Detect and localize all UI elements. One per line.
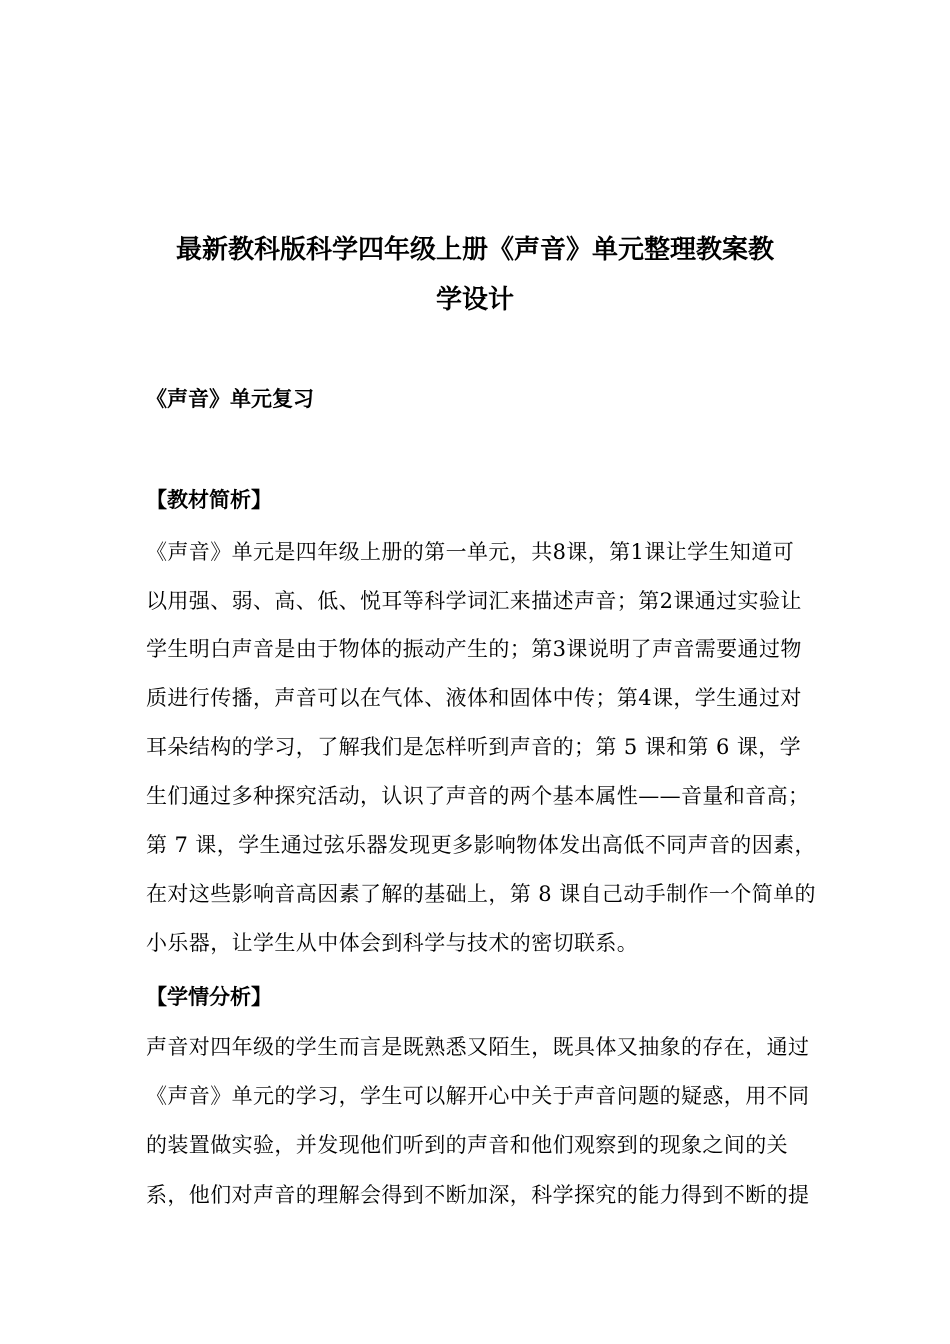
paragraph-line: 在对这些影响音高因素了解的基础上，第 8 课自己动手制作一个简单的 (146, 882, 816, 906)
paragraph-line: 生们通过多种探究活动，认识了声音的两个基本属性——音量和音高； (146, 784, 810, 808)
paragraph-line: 《声音》单元的学习，学生可以解开心中关于声音问题的疑惑，用不同 (146, 1084, 810, 1108)
paragraph-line: 第 7 课，学生通过弦乐器发现更多影响物体发出高低不同声音的因素， (146, 833, 816, 857)
paragraph-line: 《声音》单元是四年级上册的第一单元，共8课，第1课让学生知道可 (146, 540, 795, 564)
document-title-line-1: 最新教科版科学四年级上册《声音》单元整理教案教 (175, 235, 774, 265)
paragraph-line: 小乐器，让学生从中体会到科学与技术的密切联系。 (146, 931, 639, 955)
paragraph-line: 学生明白声音是由于物体的振动产生的；第3课说明了声音需要通过物 (146, 637, 802, 661)
paragraph-line: 系，他们对声音的理解会得到不断加深，科学探究的能力得到不断的提 (146, 1183, 810, 1207)
paragraph-line: 声音对四年级的学生而言是既熟悉又陌生，既具体又抽象的存在，通过 (146, 1035, 810, 1059)
section-heading-student-analysis: 【学情分析】 (146, 985, 272, 1009)
document-title-line-2: 学设计 (435, 285, 514, 315)
paragraph-line: 质进行传播，声音可以在气体、液体和固体中传；第4课，学生通过对 (146, 686, 802, 710)
unit-review-subtitle: 《声音》单元复习 (146, 387, 314, 411)
paragraph-line: 耳朵结构的学习，了解我们是怎样听到声音的；第 5 课和第 6 课，学 (146, 735, 802, 759)
paragraph-line: 以用强、弱、高、低、悦耳等科学词汇来描述声音；第2课通过实验让 (146, 589, 802, 613)
section-heading-textbook-analysis: 【教材简析】 (146, 488, 272, 512)
paragraph-line: 的装置做实验，并发现他们听到的声音和他们观察到的现象之间的关 (146, 1133, 788, 1157)
